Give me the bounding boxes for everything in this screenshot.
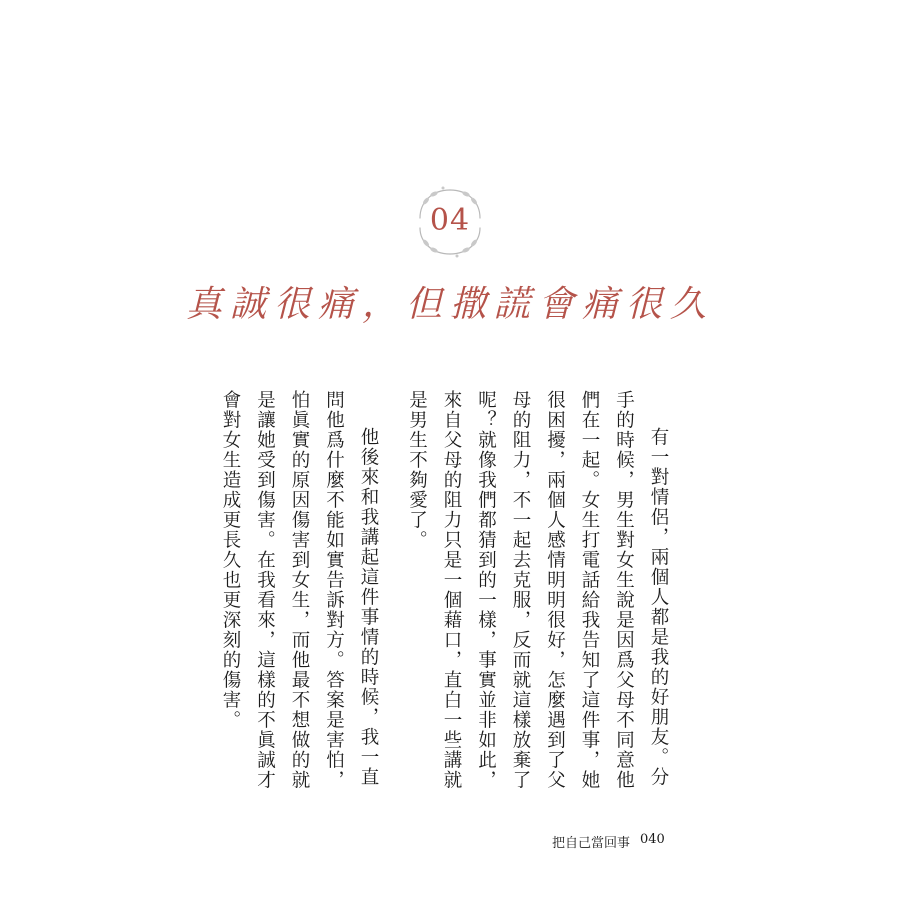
page-number: 040 (640, 832, 665, 847)
chapter-number: 04 (429, 203, 471, 238)
body-text (213, 390, 676, 790)
running-title: 把自己當回事 (552, 836, 631, 851)
paragraph: 他後來和我講起這件事情的時候，我一直問他爲什麼不能如實告訴對方。答案是害怕，怕眞實的原因傷害到女生，而他最不想做的就是讓她受到傷害。在我看來，這樣的不眞誠才會對女生造成更長久也更深刻的傷害。 (220, 390, 379, 790)
chapter-title: 真誠很痛，但撒謊會痛很久 (185, 284, 714, 325)
paragraph: 有一對情侶，兩個人都是我的好朋友。分手的時候，男生對女生說是因爲父母不同意他們在一起。女生打電話給我告知了這件事，她很困擾，兩個人感情明明很好，怎麼遇到了父母的阻力，不一起去克服，反而就這樣放棄了呢？就像我們都猜到的一樣，事實並非如此，來自父母的阻力只是一個藉口，直白一些講就是男生不夠愛了。 (406, 390, 669, 790)
